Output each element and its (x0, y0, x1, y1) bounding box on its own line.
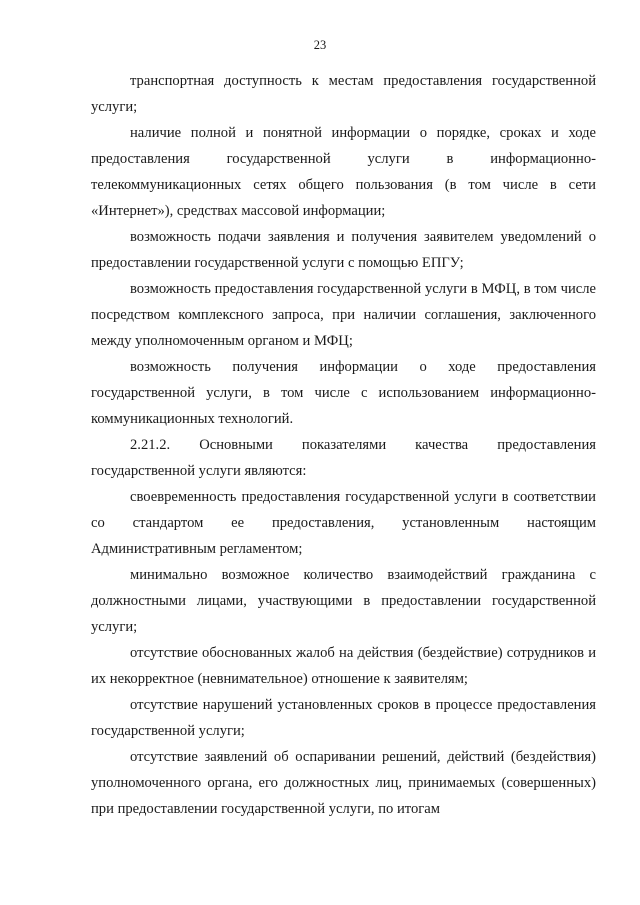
paragraph-information-availability: наличие полной и понятной информации о порядке, сроках и ходе предоставления государственной услуги в информационно-телекоммуникационных сетях общего пользования (в том числе в сети «Интернет»), средствах массовой информации; (91, 125, 596, 219)
paragraph-mfc-service: возможность предоставления государственной услуги в МФЦ, в том числе посредством комплексного запроса, при наличии соглашения, заключенного между уполномоченным органом и МФЦ; (91, 281, 596, 349)
paragraph-no-appeals: отсутствие заявлений об оспаривании решений, действий (бездействия) уполномоченного органа, его должностных лиц, принимаемых (совершенных) при предоставлении государственной услуги, по итогам (91, 749, 596, 817)
paragraph-section-2-21-2: 2.21.2. Основными показателями качества предоставления государственной услуги являются: (91, 437, 596, 479)
paragraph-no-deadline-violations: отсутствие нарушений установленных сроков в процессе предоставления государственной услуги; (91, 697, 596, 739)
paragraph-timeliness: своевременность предоставления государственной услуги в соответствии со стандартом ее предоставления, установленным настоящим Административным регламентом; (91, 489, 596, 557)
page-number: 23 (313, 38, 327, 52)
paragraph-epgu-application: возможность подачи заявления и получения заявителем уведомлений о предоставлении государственной услуги с помощью ЕПГУ; (91, 229, 596, 271)
paragraph-no-complaints: отсутствие обоснованных жалоб на действия (бездействие) сотрудников и их некорректное (невнимательное) отношение к заявителям; (91, 645, 596, 687)
paragraph-transport-accessibility: транспортная доступность к местам предоставления государственной услуги; (91, 73, 596, 115)
paragraph-progress-information: возможность получения информации о ходе предоставления государственной услуги, в том числе с использованием информационно-коммуникационных технологий. (91, 359, 596, 427)
paragraph-minimal-interactions: минимально возможное количество взаимодействий гражданина с должностными лицами, участвующими в предоставлении государственной услуги; (91, 567, 596, 635)
document-body (91, 68, 596, 822)
